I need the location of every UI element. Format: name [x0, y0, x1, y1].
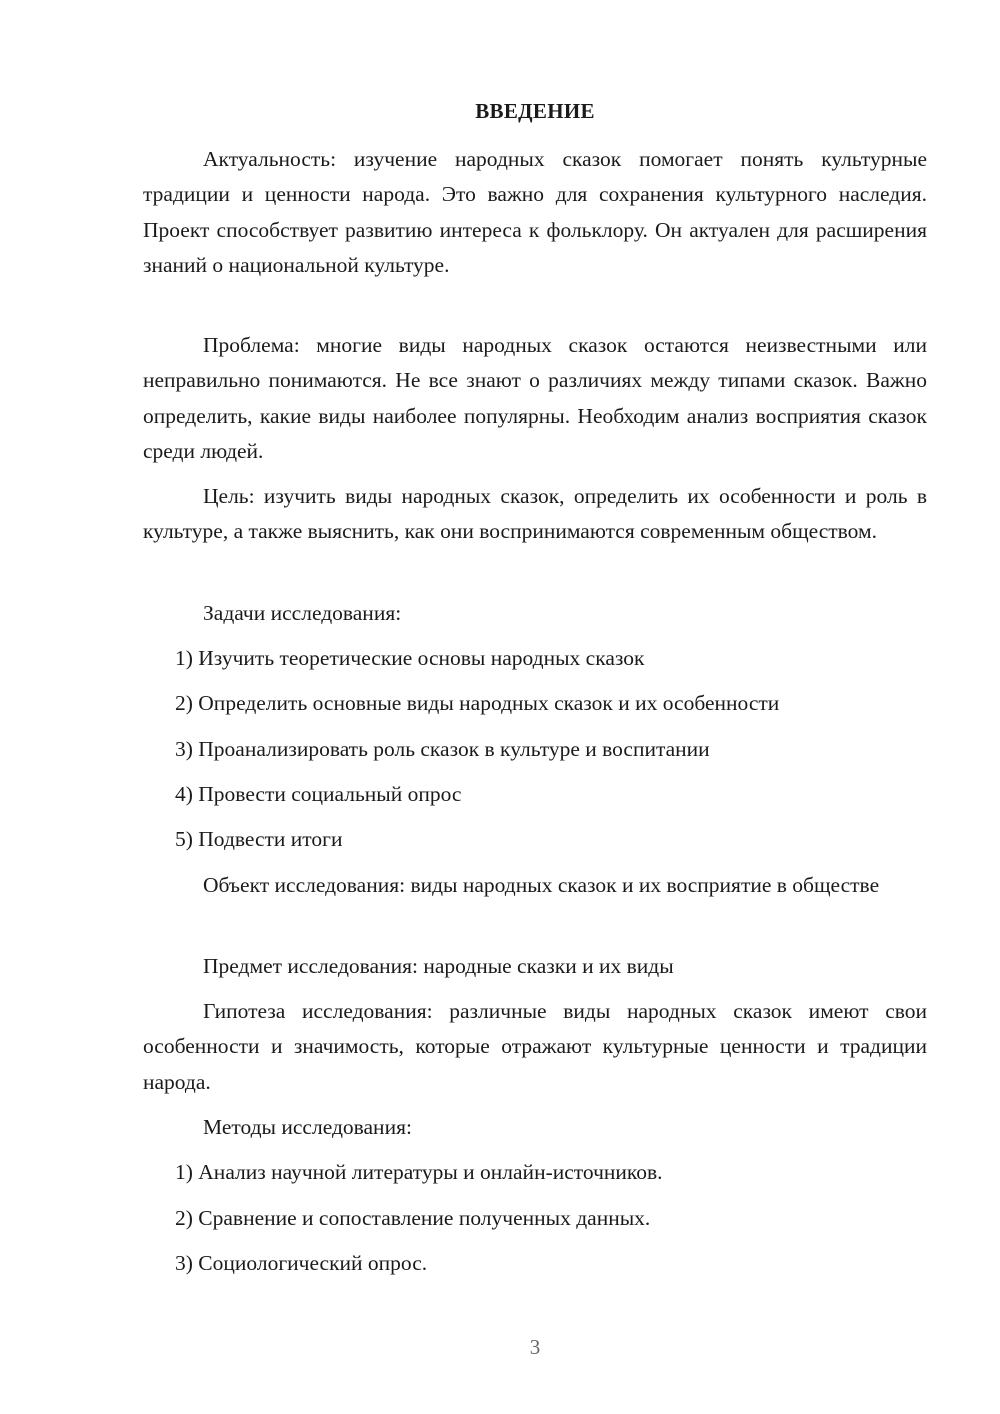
task-item: 2) Определить основные виды народных сказок и их особенности [175, 691, 780, 715]
method-item: 3) Социологический опрос. [175, 1251, 428, 1275]
relevance-paragraph: Актуальность: изучение народных сказок помогает понять культурные традиции и ценности народа. Это важно для сохранения культурного наследия. Проект способствует развитию интереса к фольклору. Он актуален для расширения знаний о национальной культуре. [143, 147, 927, 278]
tasks-label: Задачи исследования: [203, 601, 402, 625]
method-item: 2) Сравнение и сопоставление полученных данных. [175, 1206, 651, 1230]
task-item: 1) Изучить теоретические основы народных сказок [175, 646, 645, 670]
subject-paragraph: Предмет исследования: народные сказки и их виды [203, 954, 674, 978]
task-item: 4) Провести социальный опрос [175, 782, 462, 806]
object-paragraph: Объект исследования: виды народных сказок и их восприятие в обществе [203, 873, 880, 897]
hypothesis-paragraph: Гипотеза исследования: различные виды народных сказок имеют свои особенности и значимость, которые отражают культурные ценности и традиции народа. [143, 999, 927, 1094]
task-item: 5) Подвести итоги [175, 827, 343, 851]
method-item: 1) Анализ научной литературы и онлайн-источников. [175, 1160, 663, 1184]
goal-paragraph: Цель: изучить виды народных сказок, определить их особенности и роль в культуре, а также выяснить, как они воспринимаются современным обществом. [143, 484, 927, 544]
page-title: ВВЕДЕНИЕ [475, 99, 595, 123]
page-number: 3 [529, 1335, 541, 1359]
methods-label: Методы исследования: [203, 1115, 412, 1139]
task-item: 3) Проанализировать роль сказок в культуре и воспитании [175, 737, 710, 761]
problem-paragraph: Проблема: многие виды народных сказок остаются неизвестными или неправильно понимаются. Не все знают о различиях между типами сказок. Важно определить, какие виды наиболее популярны. Необходим анализ восприятия сказок среди людей. [143, 333, 927, 464]
